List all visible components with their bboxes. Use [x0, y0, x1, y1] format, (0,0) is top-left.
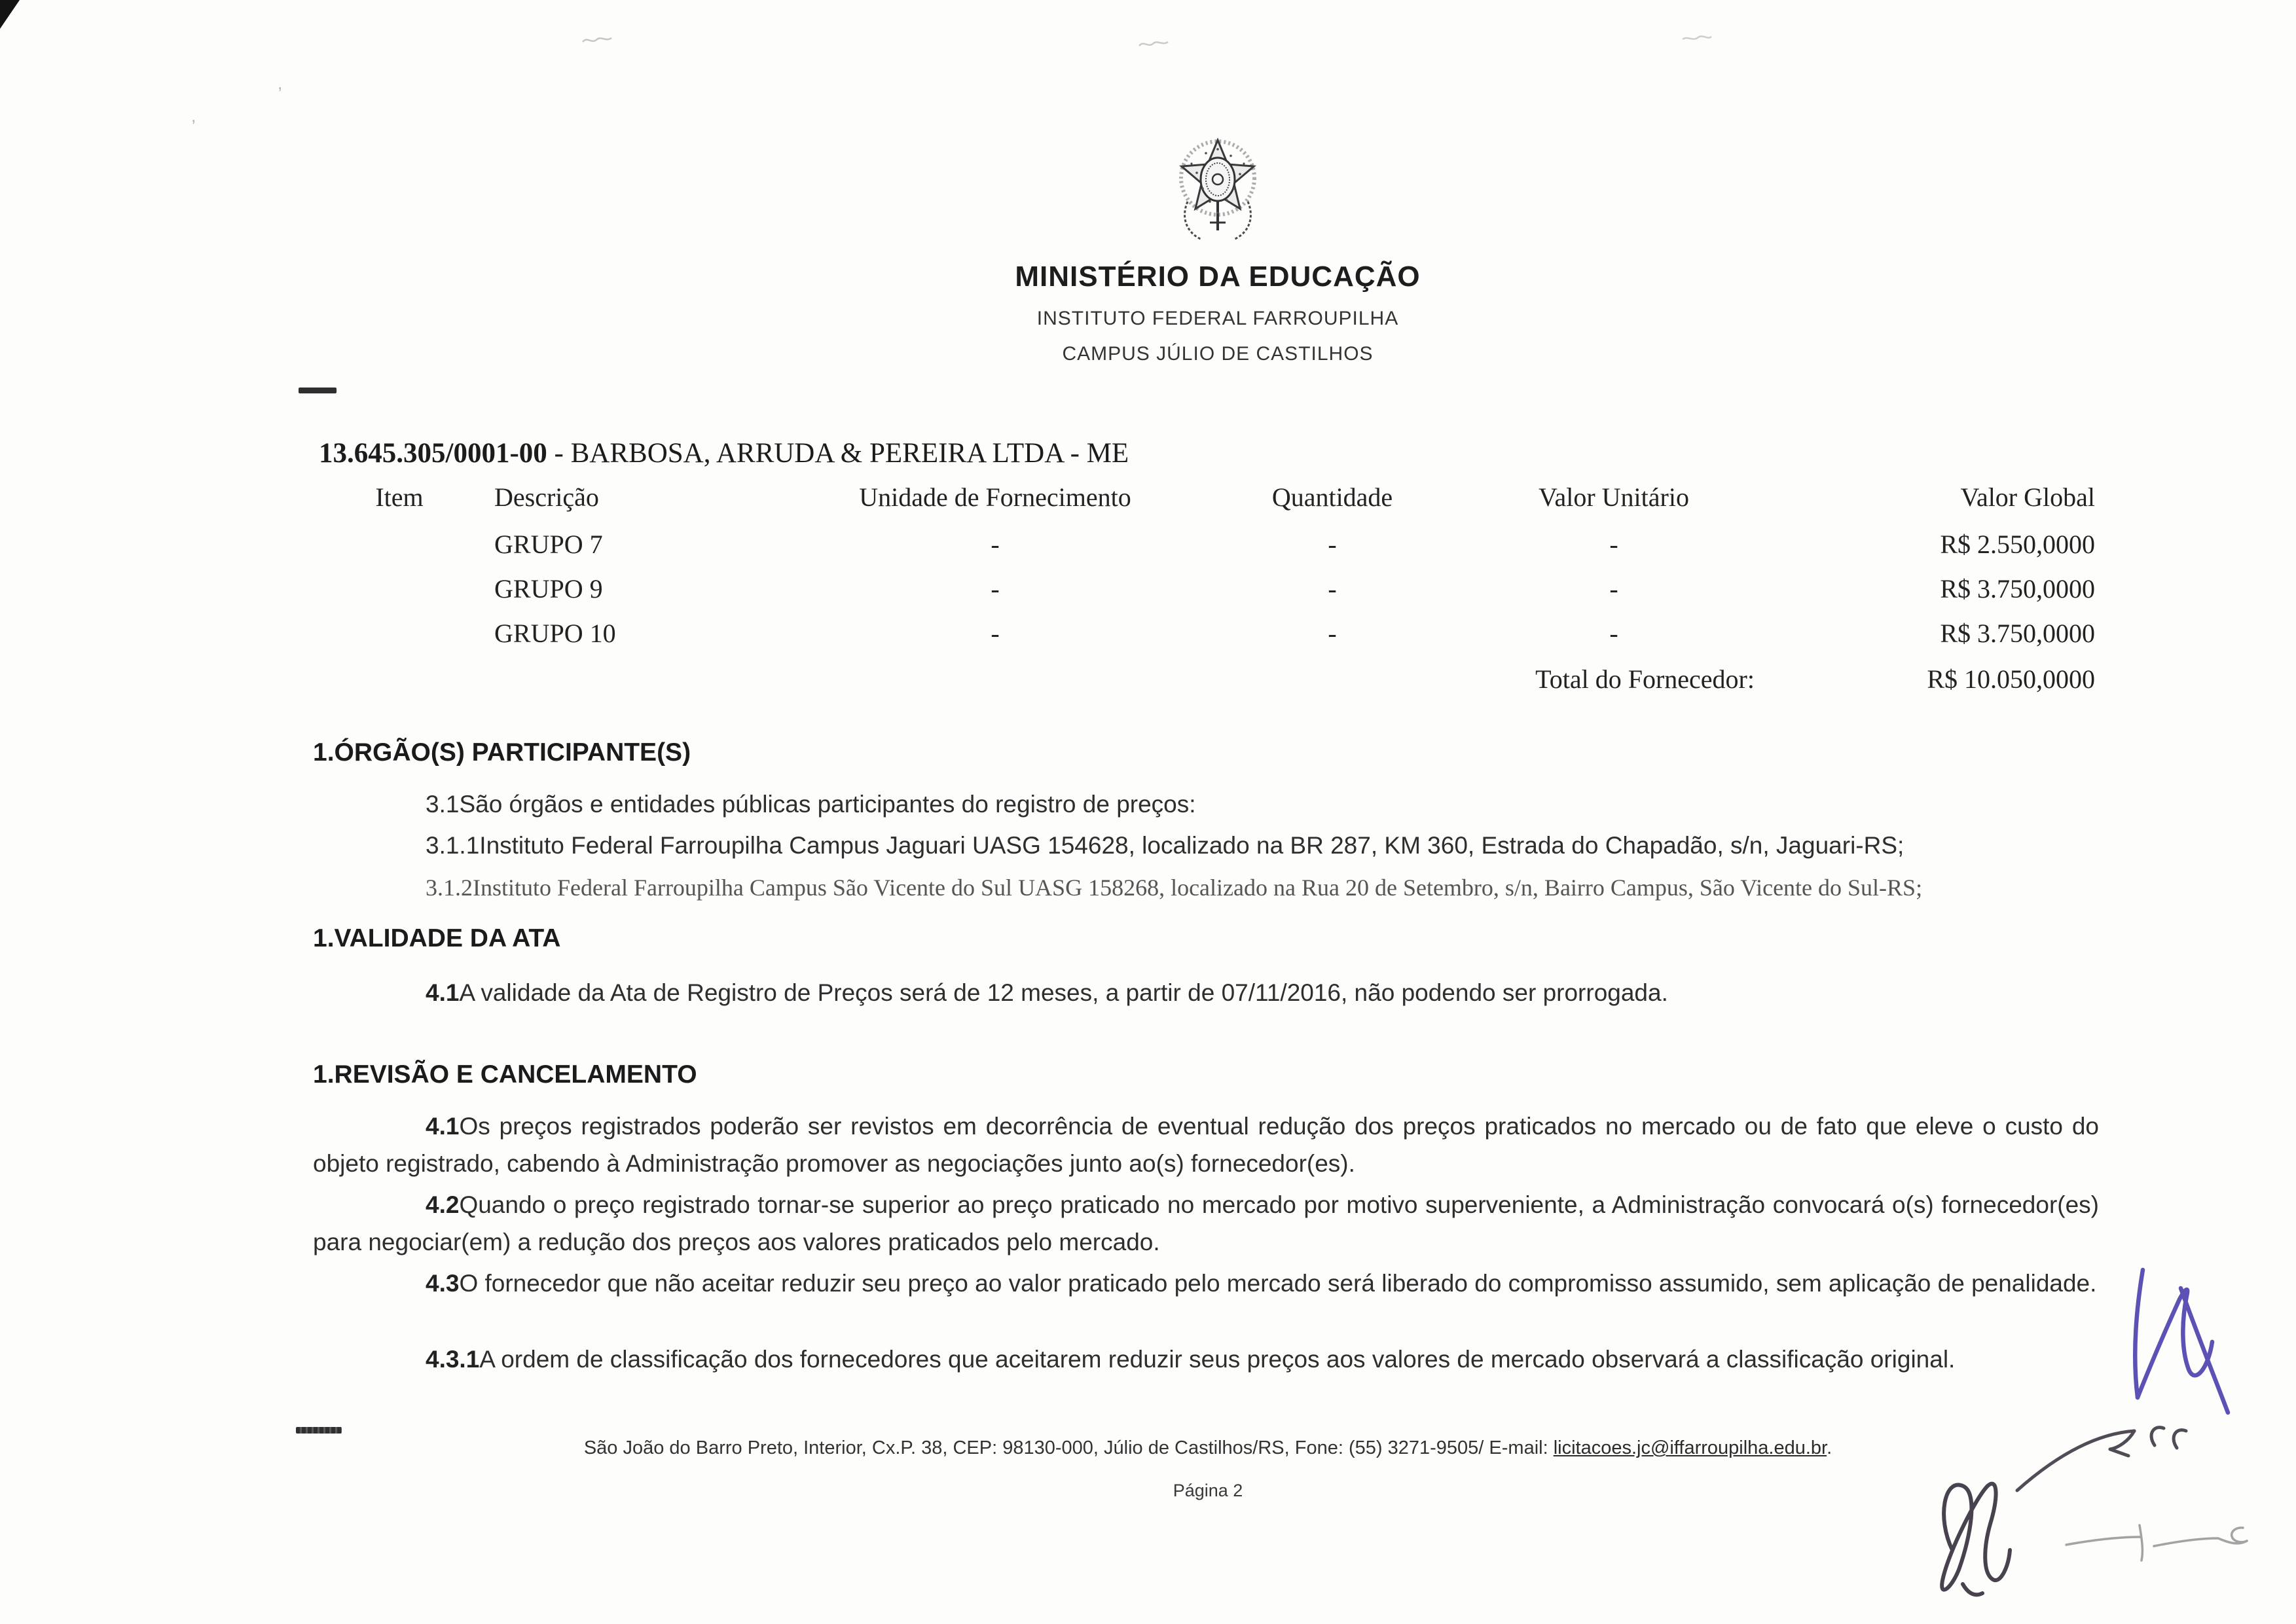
cell-valor-unitario: - [1609, 619, 1618, 648]
scan-speck: , [191, 106, 196, 126]
blue-pen-signature-icon [2124, 1263, 2255, 1417]
col-header-valor-unitario: Valor Unitário [1539, 482, 1689, 512]
col-header-item: Item [375, 482, 424, 512]
cell-valor-unitario: - [1609, 574, 1618, 604]
cell-descricao: GRUPO 7 [494, 530, 603, 559]
col-header-unidade: Unidade de Fornecimento [859, 482, 1131, 512]
paragraph-text: A validade da Ata de Registro de Preços será de 12 meses, a partir de 07/11/2016, não podendo ser prorrogada. [459, 979, 1668, 1006]
cell-quantidade: - [1328, 574, 1337, 604]
section-heading-validade-da-ata: 1.VALIDADE DA ATA [313, 924, 561, 952]
paragraph-number: 4.2 [426, 1191, 460, 1218]
cell-quantidade: - [1328, 619, 1337, 648]
cell-descricao: GRUPO 10 [494, 619, 616, 648]
paragraph-4-2 [313, 1186, 2099, 1261]
cell-descricao: GRUPO 9 [494, 574, 603, 604]
cell-valor-global: R$ 2.550,0000 [1940, 530, 2095, 559]
total-label: Total do Fornecedor: [1535, 664, 1755, 694]
supplier-heading [319, 437, 1129, 469]
document-header [956, 124, 1480, 365]
table-row [354, 575, 2095, 604]
col-header-quantidade: Quantidade [1271, 482, 1393, 512]
paragraph-number: 3.1.1 [426, 832, 480, 859]
cell-valor-global: R$ 3.750,0000 [1940, 574, 2095, 604]
supplier-name: - BARBOSA, ARRUDA & PEREIRA LTDA - ME [547, 438, 1129, 469]
paragraph-text: São órgãos e entidades públicas participantes do registro de preços: [459, 791, 1196, 818]
section-heading-revisao-cancelamento: 1.REVISÃO E CANCELAMENTO [313, 1060, 697, 1089]
cell-unidade: - [991, 530, 1000, 559]
paragraph-number: 4.3 [426, 1270, 460, 1297]
paragraph-text: Os preços registrados poderão ser revistos em decorrência de eventual redução dos preços praticados no mercado ou de fato que eleve o custo do objeto registrado, cabendo à Administração promover as negociações junto ao(s) fornecedor(es). [313, 1113, 2099, 1177]
footer-address [314, 1437, 2102, 1459]
cell-valor-unitario: - [1609, 530, 1618, 559]
page-number: Página 2 [1173, 1481, 1243, 1500]
col-header-valor-global: Valor Global [1960, 482, 2095, 512]
paragraph-text: O fornecedor que não aceitar reduzir seu preço ao valor praticado pelo mercado será liberado do compromisso assumido, sem aplicação de penalidade. [459, 1270, 2097, 1297]
paragraph-text: Instituto Federal Farroupilha Campus São Vicente do Sul UASG 158268, localizado na Rua 20 de Setembro, s/n, Bairro Campus, São Vicente do Sul-RS; [473, 875, 1923, 901]
paragraph-number: 3.1 [426, 791, 460, 818]
gray-scribble-icon [2062, 1517, 2259, 1573]
paragraph-text: Quando o preço registrado tornar-se superior ao preço praticado no mercado por motivo superveniente, a Administração convocará o(s) fornecedor(es) para negociar(em) a redução dos preços aos valores praticados pelo mercado. [313, 1191, 2099, 1255]
table-row [354, 619, 2095, 648]
section-heading-orgaos-participantes: 1.ÓRGÃO(S) PARTICIPANTE(S) [313, 738, 691, 767]
scan-speck: , [278, 73, 283, 93]
paragraph-3-1-2 [313, 869, 2099, 907]
total-value: R$ 10.050,0000 [1927, 664, 2095, 694]
scan-corner-artifact [0, 0, 20, 29]
supplier-cnpj: 13.645.305/0001-00 [319, 438, 547, 469]
col-header-descricao: Descrição [494, 482, 599, 512]
institute-title: INSTITUTO FEDERAL FARROUPILHA [1036, 308, 1399, 329]
table-header-row [354, 483, 2095, 512]
paragraph-number: 4.1 [426, 1113, 460, 1140]
fold-mark-icon [581, 34, 613, 47]
footer-address-text: São João do Barro Preto, Interior, Cx.P. 38, CEP: 98130-000, Júlio de Castilhos/RS, Fone: (55) 3271-9505/ E-mail: [583, 1437, 1554, 1458]
footer-email-link[interactable]: licitacoes.jc@iffarroupilha.edu.br [1553, 1437, 1827, 1458]
cell-item [354, 530, 445, 559]
paragraph-3-1-1 [313, 827, 2099, 864]
paragraph-4-1-validade [313, 974, 2099, 1011]
margin-mark [299, 388, 337, 393]
cell-unidade: - [991, 574, 1000, 604]
cell-valor-global: R$ 3.750,0000 [1940, 619, 2095, 648]
paragraph-4-3-1 [313, 1341, 2099, 1378]
paragraph-number: 4.1 [426, 979, 460, 1006]
paragraph-number: 3.1.2 [426, 875, 473, 901]
footer-address-suffix: . [1827, 1437, 1832, 1458]
fold-mark-icon [1681, 33, 1713, 46]
paragraph-4-3 [313, 1265, 2099, 1302]
margin-mark [296, 1427, 342, 1434]
campus-title: CAMPUS JÚLIO DE CASTILHOS [1062, 343, 1374, 365]
paragraph-number: 4.3.1 [426, 1346, 480, 1373]
paragraph-text: Instituto Federal Farroupilha Campus Jaguari UASG 154628, localizado na BR 287, KM 360, Estrada do Chapadão, s/n, Jaguari-RS; [479, 832, 1904, 859]
table-row [354, 530, 2095, 559]
cell-quantidade: - [1328, 530, 1337, 559]
fold-mark-icon [1138, 38, 1169, 51]
paragraph-4-1-revisao [313, 1108, 2099, 1182]
paragraph-3-1 [313, 785, 2099, 823]
paragraph-text: A ordem de classificação dos fornecedores que aceitarem reduzir seus preços aos valores de mercado observará a classificação original. [479, 1346, 1956, 1373]
cell-item [354, 575, 445, 604]
table-total-row [354, 665, 2095, 694]
ministry-title: MINISTÉRIO DA EDUCAÇÃO [1015, 261, 1421, 293]
arrow-scribble-icon [2013, 1422, 2190, 1504]
cell-item [354, 619, 445, 648]
brazil-coat-of-arms-icon [1172, 124, 1264, 249]
cell-unidade: - [991, 619, 1000, 648]
